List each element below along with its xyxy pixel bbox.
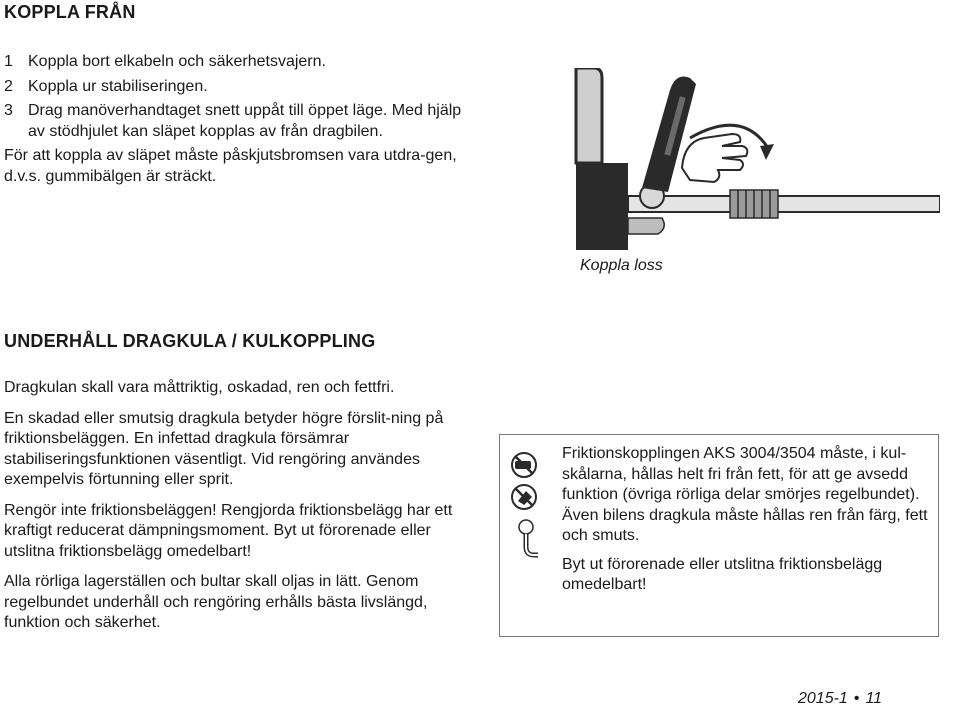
maintenance-text	[4, 378, 464, 644]
step-3	[4, 101, 464, 142]
step-number: 1	[4, 53, 13, 70]
step-1	[4, 52, 464, 73]
notice-text	[562, 444, 932, 604]
notice-icons	[510, 451, 550, 576]
paragraph: Alla rörliga lagerställen och bultar skall oljas in lätt. Genom regelbundet underhåll och rengöring erhålls bästa livslängd, funktion och säkerhet.	[4, 573, 428, 631]
separator-dot: •	[853, 690, 860, 707]
tow-ball-icon	[519, 520, 538, 555]
step-text: Drag manöverhandtaget snett uppåt till öppet läge. Med hjälp av stödhjulet kan släpet kopplas av från dragbilen.	[28, 102, 462, 140]
edition-label: 2015-1	[798, 690, 848, 707]
drawbar-tube	[628, 196, 940, 212]
hand-icon	[682, 134, 747, 182]
no-cleaning-icon	[512, 485, 536, 509]
coupling-housing	[576, 68, 602, 163]
section-title-koppla-fran: KOPPLA FRÅN	[4, 2, 136, 22]
notice-box	[499, 434, 939, 637]
step-text: Koppla bort elkabeln och säkerhetsvajern.	[28, 53, 326, 70]
lower-bracket	[628, 218, 664, 234]
step-number: 2	[4, 77, 13, 95]
uncoupling-note: För att koppla av släpet måste påskjutsbromsen vara utdra-gen, d.v.s. gummibälgen är sträckt.	[4, 147, 457, 185]
notice-paragraph: Friktionskopplingen AKS 3004/3504 måste, i kul-skålarna, hållas helt fri från fett, för att ge avsedd funktion (övriga rörliga delar smörjes regelbundet). Även bilens dragkula måste hållas ren från färg, fett och smuts.	[562, 445, 928, 544]
step-number: 3	[4, 102, 13, 119]
step-text: Koppla ur stabiliseringen.	[28, 77, 208, 95]
paragraph: Dragkulan skall vara måttriktig, oskadad, ren och fettfri.	[4, 379, 395, 396]
no-grease-icon	[512, 453, 536, 477]
rubber-bellows-icon	[730, 190, 778, 218]
coupling-body	[576, 163, 628, 250]
paragraph: En skadad eller smutsig dragkula betyder högre förslit-ning på friktionsbeläggen. En infettad dragkula försämrar stabiliseringsfunktionen väsentligt. Vid rengöring användes exempelvis förtunning eller sprit.	[4, 409, 444, 488]
paragraph: Rengör inte friktionsbeläggen! Rengjorda friktionsbelägg har ett kraftigt reducerat dämpningsmoment. Byt ut förorenade eller utslitna friktionsbelägg omedelbart!	[4, 501, 453, 560]
section-title-maintenance: UNDERHÅLL DRAGKULA / KULKOPPLING	[4, 331, 376, 351]
instruction-steps	[4, 52, 464, 187]
coupling-release-illustration	[572, 68, 940, 250]
page-footer	[798, 690, 882, 708]
page-number: 11	[865, 690, 883, 707]
notice-paragraph: Byt ut förorenade eller utslitna friktionsbelägg omedelbart!	[562, 555, 883, 593]
figure-caption: Koppla loss	[580, 257, 663, 274]
notice-icon-stack	[510, 451, 550, 571]
step-2	[4, 77, 464, 98]
